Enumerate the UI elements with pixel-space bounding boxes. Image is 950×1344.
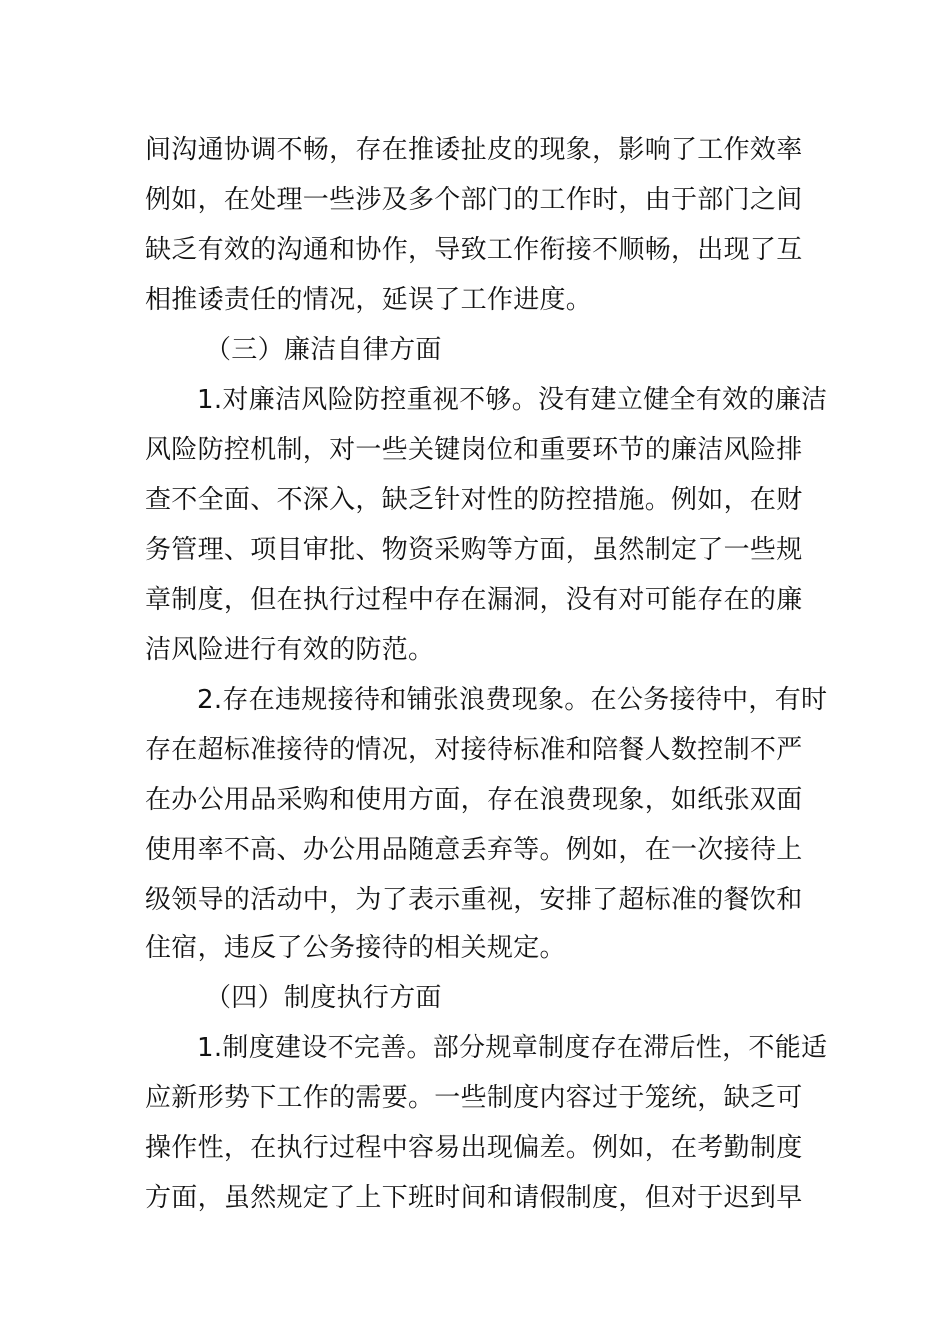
- section-heading: （四）制度执行方面: [205, 983, 442, 1013]
- section-heading: （三）廉洁自律方面: [205, 335, 442, 365]
- text-line: 应新形势下工作的需要。一些制度内容过于笼统，缺乏可: [145, 1083, 803, 1113]
- text-line: 级领导的活动中，为了表示重视，安排了超标准的餐饮和: [145, 885, 803, 915]
- text-line: 缺乏有效的沟通和协作，导致工作衔接不顺畅，出现了互: [145, 235, 803, 265]
- text-line: 使用率不高、办公用品随意丢弃等。例如，在一次接待上: [145, 835, 803, 865]
- text-line: 操作性，在执行过程中容易出现偏差。例如，在考勤制度: [145, 1133, 803, 1163]
- text-line: 章制度，但在执行过程中存在漏洞，没有对可能存在的廉: [145, 585, 803, 615]
- text-line: 1.对廉洁风险防控重视不够。没有建立健全有效的廉洁: [197, 385, 828, 415]
- text-line: 间沟通协调不畅，存在推诿扯皮的现象，影响了工作效率: [145, 135, 803, 165]
- text-line: 洁风险进行有效的防范。: [145, 635, 435, 665]
- text-line: 务管理、项目审批、物资采购等方面，虽然制定了一些规: [145, 535, 803, 565]
- text-line: 住宿，违反了公务接待的相关规定。: [145, 933, 566, 963]
- text-line: 2.存在违规接待和铺张浪费现象。在公务接待中，有时: [197, 685, 828, 715]
- text-line: 方面，虽然规定了上下班时间和请假制度，但对于迟到早: [145, 1183, 803, 1213]
- text-line: 例如，在处理一些涉及多个部门的工作时，由于部门之间: [145, 185, 803, 215]
- text-line: 查不全面、不深入，缺乏针对性的防控措施。例如，在财: [145, 485, 803, 515]
- text-line: 风险防控机制，对一些关键岗位和重要环节的廉洁风险排: [145, 435, 803, 465]
- text-line: 相推诿责任的情况，延误了工作进度。: [145, 285, 593, 315]
- text-line: 1.制度建设不完善。部分规章制度存在滞后性，不能适: [197, 1033, 828, 1063]
- text-line: 存在超标准接待的情况，对接待标准和陪餐人数控制不严: [145, 735, 803, 765]
- text-line: 在办公用品采购和使用方面，存在浪费现象，如纸张双面: [145, 785, 803, 815]
